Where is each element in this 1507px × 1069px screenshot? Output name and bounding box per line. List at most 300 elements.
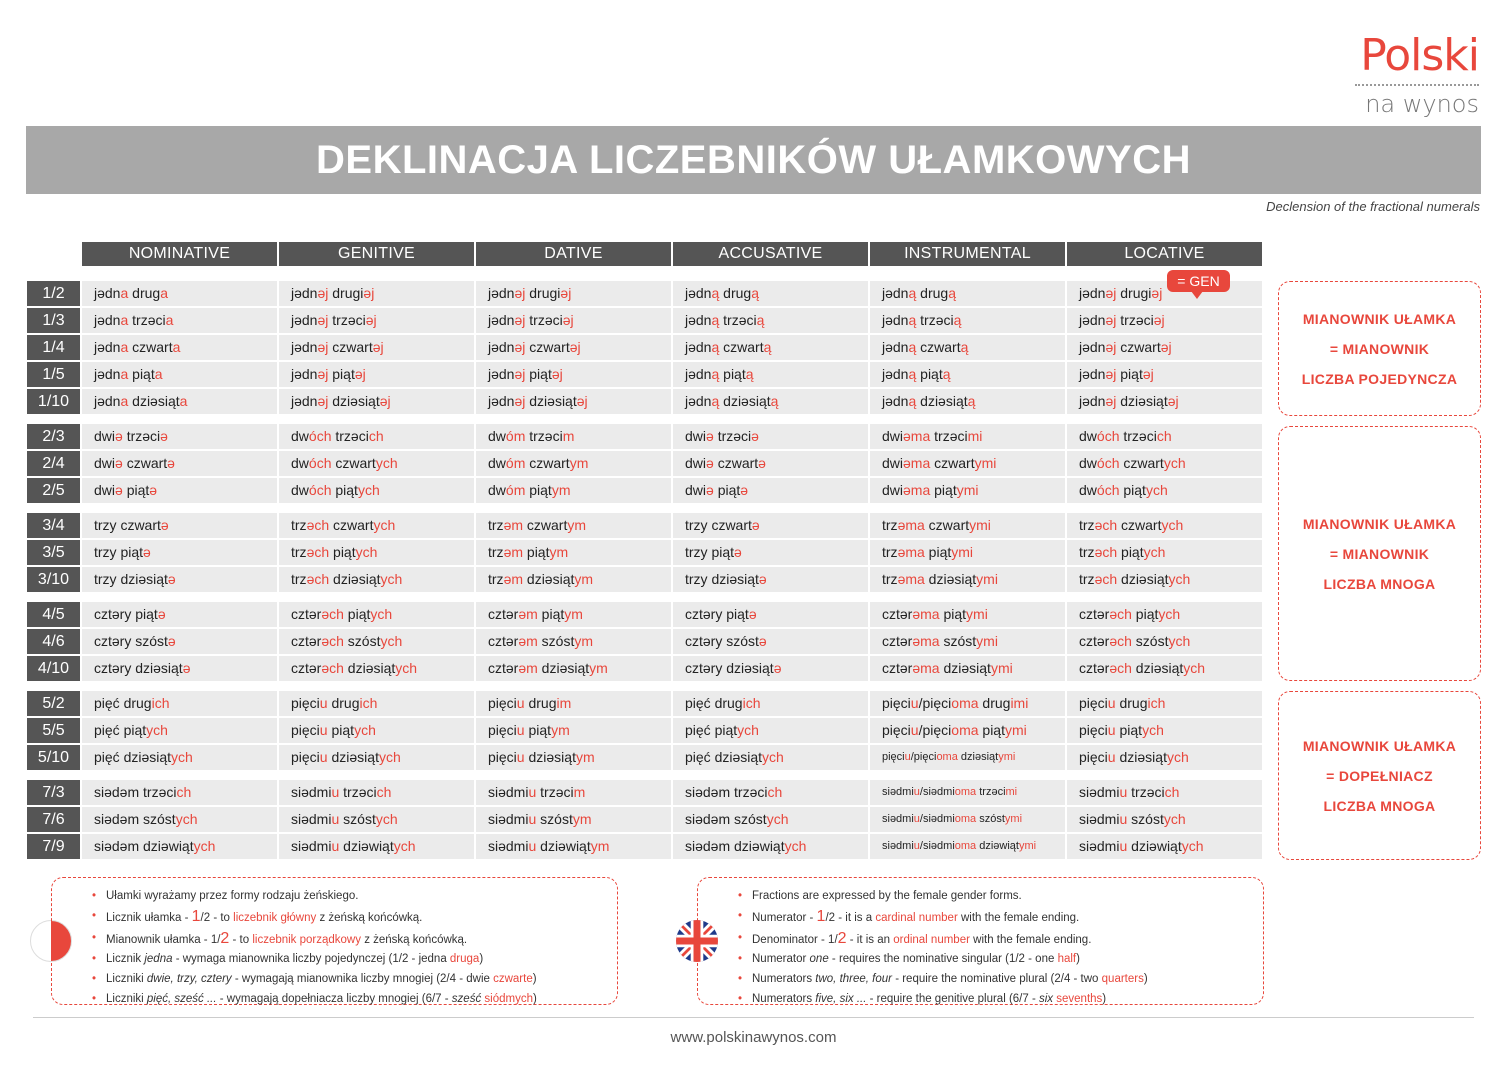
note-text: - wymagają dopełniacza liczby mnogiej (6/7 - xyxy=(216,992,452,1005)
word-stem: piąt xyxy=(924,544,952,560)
note-item xyxy=(736,887,1148,907)
word-stem: trz xyxy=(1079,544,1095,560)
fraction-label: 5/2 xyxy=(27,691,80,716)
ending-highlight: ch xyxy=(1164,784,1180,800)
note-item xyxy=(736,907,1148,929)
note-text: czwarte xyxy=(493,973,533,986)
ending-highlight: ą xyxy=(763,339,772,355)
ending-highlight: əma xyxy=(912,660,940,676)
word-stem: siədəm dziəwiąt xyxy=(94,838,194,854)
word-stem: czwart xyxy=(719,339,764,355)
ending-highlight: ą xyxy=(711,366,720,382)
ending-highlight: óm xyxy=(505,428,526,444)
word-stem: cztər xyxy=(291,606,322,622)
note-text: ) xyxy=(1102,992,1107,1005)
note-item xyxy=(90,950,537,970)
word-stem: drugi xyxy=(525,285,561,301)
word-stem: piąt xyxy=(524,722,552,738)
note-item xyxy=(736,929,1148,951)
ending-highlight: u xyxy=(319,695,328,711)
table-cell xyxy=(82,807,277,832)
word-stem: jədn xyxy=(94,285,121,301)
ending-highlight: ə xyxy=(115,455,123,471)
table-row xyxy=(27,280,1264,307)
table-cell xyxy=(870,308,1065,333)
word-stem: cztəry dziəsiąt xyxy=(685,660,774,676)
ending-highlight: ymi xyxy=(966,606,988,622)
ending-highlight: əch xyxy=(321,660,344,676)
word-stem: szóst xyxy=(537,633,575,649)
table-cell xyxy=(870,629,1065,654)
note-text: /2 - to xyxy=(200,911,234,924)
ending-highlight: əj xyxy=(1151,285,1163,301)
word-stem: /pięci xyxy=(918,695,952,711)
gen-bubble: = GEN xyxy=(1167,270,1230,292)
ending-highlight: ə xyxy=(740,482,749,498)
word-stem: dwi xyxy=(685,455,707,471)
side-box-line: = MIANOWNIK xyxy=(1329,545,1430,562)
note-text: five, six ... xyxy=(815,992,867,1005)
table-cell xyxy=(1067,567,1262,592)
table-cell xyxy=(1067,281,1262,306)
word-stem: dziəsiąt xyxy=(524,749,576,765)
table-row xyxy=(27,477,1264,504)
ending-highlight: əm xyxy=(503,571,524,587)
word-stem: jədn xyxy=(488,285,515,301)
word-stem: pięci xyxy=(291,722,320,738)
note-text: Ułamki wyrażamy przez formy rodzaju żeńskiego. xyxy=(106,890,359,902)
ending-highlight: ych xyxy=(1142,722,1164,738)
ending-highlight: ych xyxy=(171,749,193,765)
ending-highlight: əch xyxy=(321,633,344,649)
ending-highlight: ə xyxy=(157,606,166,622)
word-stem: dw xyxy=(291,482,309,498)
word-stem: dwi xyxy=(94,428,116,444)
ending-highlight: ych xyxy=(355,544,378,560)
ending-highlight: ch xyxy=(368,428,384,444)
ending-highlight: m xyxy=(562,428,575,444)
ending-highlight: ə xyxy=(758,571,767,587)
ending-highlight: ych xyxy=(762,749,784,765)
ending-highlight: ych xyxy=(737,722,759,738)
ending-highlight: ych xyxy=(1163,811,1186,827)
word-stem: dziəsiąt xyxy=(525,393,577,409)
word-stem: cztəry dziəsiąt xyxy=(94,660,183,676)
ending-highlight: ə xyxy=(706,482,714,498)
ending-highlight: ə xyxy=(751,517,760,533)
side-box-line: LICZBA POJEDYNCZA xyxy=(1301,370,1458,387)
ending-highlight: ə xyxy=(167,455,175,471)
ending-highlight: u xyxy=(1119,838,1128,854)
note-text: siódmych xyxy=(484,992,533,1005)
word-stem: pięć drug xyxy=(94,695,152,711)
fraction-label: 3/5 xyxy=(27,540,80,565)
ending-highlight: a xyxy=(160,285,168,301)
logo-brand: Polski xyxy=(1360,30,1479,81)
word-stem: pięci xyxy=(291,749,320,765)
column-header: ACCUSATIVE xyxy=(673,242,868,266)
ending-highlight: a xyxy=(120,285,129,301)
word-stem: piąt xyxy=(1117,544,1144,560)
ending-highlight: ą xyxy=(948,285,956,301)
table-cell xyxy=(1067,513,1262,538)
word-stem: trzəci xyxy=(1119,428,1157,444)
table-cell xyxy=(476,335,671,360)
word-stem: trzəci xyxy=(916,312,954,328)
ending-highlight: u xyxy=(913,813,920,825)
table-cell xyxy=(870,335,1065,360)
word-stem: dw xyxy=(291,428,309,444)
word-stem: dw xyxy=(1079,482,1097,498)
ending-highlight: óch xyxy=(308,455,332,471)
ending-highlight: ymi xyxy=(1004,722,1027,738)
table-cell xyxy=(476,691,671,716)
note-text: pięć, sześć ... xyxy=(146,992,217,1005)
note-text: with the female ending. xyxy=(969,933,1092,946)
table-cell xyxy=(279,281,474,306)
ending-highlight: óm xyxy=(505,455,526,471)
word-stem: jədn xyxy=(488,366,515,382)
table-cell xyxy=(673,389,868,414)
table-cell xyxy=(870,718,1065,743)
ending-highlight: əj xyxy=(576,393,588,409)
word-stem: jədn xyxy=(1079,366,1106,382)
table-row xyxy=(27,833,1264,860)
table-cell xyxy=(82,451,277,476)
ending-highlight: ą xyxy=(942,366,951,382)
ending-highlight: u xyxy=(1119,784,1128,800)
ending-highlight: u xyxy=(910,722,919,738)
word-stem: jədn xyxy=(94,393,121,409)
ending-highlight: ą xyxy=(908,339,917,355)
ending-highlight: ymi xyxy=(1004,813,1023,825)
ending-highlight: u xyxy=(1107,695,1116,711)
word-stem: pięć piąt xyxy=(94,722,147,738)
word-stem: jədn xyxy=(1079,312,1106,328)
word-stem: jədn xyxy=(1079,339,1106,355)
ending-highlight: əma xyxy=(897,571,925,587)
ending-highlight: ą xyxy=(908,366,917,382)
ending-highlight: ych xyxy=(1181,838,1204,854)
table-cell xyxy=(673,780,868,805)
table-cell xyxy=(870,807,1065,832)
ending-highlight: əch xyxy=(1109,660,1132,676)
table-cell xyxy=(673,834,868,859)
ending-highlight: u xyxy=(913,840,920,852)
word-stem: trzəci xyxy=(713,428,752,444)
word-stem: jədn xyxy=(291,312,318,328)
ending-highlight: ych xyxy=(1166,749,1189,765)
ending-highlight: əj xyxy=(363,285,375,301)
ending-highlight: u xyxy=(319,722,328,738)
word-stem: cztər xyxy=(1079,660,1110,676)
word-stem: jədn xyxy=(685,285,712,301)
table-cell xyxy=(82,281,277,306)
word-stem: jədn xyxy=(685,393,712,409)
table-cell xyxy=(673,540,868,565)
fraction-label: 2/4 xyxy=(27,451,80,476)
table-cell xyxy=(279,335,474,360)
word-stem: siədmi xyxy=(291,838,332,854)
word-stem: trzəci xyxy=(1127,784,1165,800)
ending-highlight: əj xyxy=(514,312,526,328)
word-stem: drugi xyxy=(1116,285,1152,301)
table-cell xyxy=(870,478,1065,503)
word-stem: dziəwiąt xyxy=(976,840,1019,852)
ending-highlight: a xyxy=(120,393,129,409)
table-cell xyxy=(1067,335,1262,360)
fraction-label: 7/3 xyxy=(27,780,80,805)
word-stem: czwart xyxy=(916,339,961,355)
word-stem: piąt xyxy=(525,482,552,498)
ending-highlight: əm xyxy=(503,517,524,533)
table-cell xyxy=(673,362,868,387)
table-cell xyxy=(279,513,474,538)
note-item xyxy=(90,887,537,907)
word-stem: trz xyxy=(291,571,307,587)
note-text: Numerator - xyxy=(752,911,817,924)
note-text: Denominator - 1/ xyxy=(752,933,838,946)
ending-highlight: əj xyxy=(514,393,526,409)
ending-highlight: u xyxy=(319,749,328,765)
ending-highlight: u xyxy=(331,838,340,854)
word-stem: szóst xyxy=(343,633,381,649)
table-row xyxy=(27,388,1264,415)
table-row xyxy=(27,717,1264,744)
ending-highlight: ą xyxy=(711,393,720,409)
table-cell xyxy=(476,780,671,805)
ending-highlight: əch xyxy=(1109,633,1132,649)
ending-highlight: u xyxy=(1119,811,1128,827)
ending-highlight: ə xyxy=(734,544,742,560)
table-cell xyxy=(476,745,671,770)
word-stem: pięci xyxy=(488,695,517,711)
word-stem: jədn xyxy=(1079,393,1106,409)
word-stem: pięci xyxy=(488,722,517,738)
table-cell xyxy=(82,513,277,538)
note-text: - wymagają mianownika liczby mnogiej (2/4 - dwie xyxy=(231,973,494,986)
word-stem: siədmi xyxy=(291,811,332,827)
ending-highlight: ą xyxy=(908,312,917,328)
word-stem: pięci xyxy=(1079,695,1108,711)
word-stem: dziəsiąt xyxy=(719,393,771,409)
ending-highlight: ymi xyxy=(974,455,997,471)
word-stem: szóst xyxy=(339,811,376,827)
ending-highlight: oma xyxy=(954,840,977,852)
ending-highlight: ą xyxy=(711,285,720,301)
word-stem: dwi xyxy=(94,455,116,471)
table-cell xyxy=(673,718,868,743)
ending-highlight: ych xyxy=(1158,606,1181,622)
ending-highlight: ymi xyxy=(976,633,998,649)
ending-highlight: óch xyxy=(1096,428,1120,444)
table-cell xyxy=(279,389,474,414)
ending-highlight: óm xyxy=(505,482,526,498)
side-box-line: MIANOWNIK UŁAMKA xyxy=(1302,737,1457,754)
note-text: one xyxy=(809,953,829,966)
page-subtitle: Declension of the fractional numerals xyxy=(1266,199,1480,214)
notes-polish xyxy=(51,877,618,1005)
word-stem: jədn xyxy=(94,312,121,328)
ending-highlight: əch xyxy=(1109,606,1132,622)
word-stem: jədn xyxy=(291,285,318,301)
word-stem: trz xyxy=(1079,517,1095,533)
ending-highlight: əj xyxy=(317,312,329,328)
table-cell xyxy=(476,478,671,503)
table-cell xyxy=(279,718,474,743)
ending-highlight: ych xyxy=(146,722,168,738)
note-text: - requires the nominative singular (1/2 - one xyxy=(828,953,1058,966)
table-cell xyxy=(279,362,474,387)
ending-highlight: əch xyxy=(306,571,330,587)
table-cell xyxy=(870,389,1065,414)
note-item xyxy=(736,950,1148,970)
table-cell xyxy=(673,513,868,538)
ending-highlight: əch xyxy=(306,517,330,533)
ending-highlight: óch xyxy=(1096,482,1120,498)
footer-divider xyxy=(33,1017,1474,1018)
fraction-label: 3/4 xyxy=(27,513,80,538)
word-stem: siədmi xyxy=(882,840,914,852)
ending-highlight: ych xyxy=(380,571,403,587)
word-stem: piąt xyxy=(122,482,150,498)
word-stem: pięć dziəsiąt xyxy=(685,749,763,765)
table-cell xyxy=(82,745,277,770)
fraction-label: 4/10 xyxy=(27,656,80,681)
fraction-label: 1/10 xyxy=(27,389,80,414)
ending-highlight: a xyxy=(165,312,174,328)
ending-highlight: ymi xyxy=(998,751,1016,763)
table-cell xyxy=(476,567,671,592)
word-stem: drug xyxy=(719,285,752,301)
word-stem: cztəry piąt xyxy=(94,606,158,622)
word-stem: piąt xyxy=(978,722,1005,738)
ending-highlight: ich xyxy=(151,695,170,711)
ending-highlight: əj xyxy=(317,285,329,301)
word-stem: dziəsiąt xyxy=(939,660,991,676)
table-cell xyxy=(870,745,1065,770)
word-stem: jədn xyxy=(291,339,318,355)
table-row xyxy=(27,307,1264,334)
table-cell xyxy=(82,389,277,414)
table-cell xyxy=(673,567,868,592)
ending-highlight: oma xyxy=(951,695,979,711)
row-group xyxy=(27,779,1264,860)
table-cell xyxy=(1067,389,1262,414)
ending-highlight: əm xyxy=(503,544,524,560)
note-text: - wymaga mianownika liczby pojedynczej (1/2 - jedna xyxy=(172,953,450,966)
table-cell xyxy=(476,424,671,449)
word-stem: szóst xyxy=(939,633,977,649)
table-cell xyxy=(1067,745,1262,770)
side-box-line: = MIANOWNIK xyxy=(1329,340,1430,357)
word-stem: piąt xyxy=(523,544,550,560)
ending-highlight: u xyxy=(528,811,537,827)
ending-highlight: ymi xyxy=(990,660,1013,676)
fraction-label: 1/4 xyxy=(27,335,80,360)
table-cell xyxy=(673,281,868,306)
table-cell xyxy=(870,567,1065,592)
ending-highlight: əch xyxy=(1094,544,1118,560)
table-header xyxy=(82,242,1264,266)
note-text: ) xyxy=(532,973,537,986)
table-cell xyxy=(1067,629,1262,654)
fraction-label: 3/10 xyxy=(27,567,80,592)
word-stem: trzy piąt xyxy=(685,544,735,560)
table-cell xyxy=(279,424,474,449)
ending-highlight: əma xyxy=(897,544,925,560)
note-text: Numerators xyxy=(752,992,816,1005)
word-stem: dziəsiąt xyxy=(523,571,575,587)
ending-highlight: ych xyxy=(1183,660,1206,676)
word-stem: trzy czwart xyxy=(685,517,752,533)
ending-highlight: əj xyxy=(1105,393,1117,409)
word-stem: dziəwiąt xyxy=(536,838,591,854)
ending-highlight: ą xyxy=(770,393,779,409)
side-box-line: = DOPEŁNIACZ xyxy=(1326,767,1433,784)
note-text: sevenths xyxy=(1056,992,1103,1005)
word-stem: dziəsiąt xyxy=(343,660,396,676)
page-title: DEKLINACJA LICZEBNIKÓW UŁAMKOWYCH xyxy=(316,137,1191,182)
note-text: Licznik xyxy=(106,953,145,966)
word-stem: piąt xyxy=(525,366,552,382)
ending-highlight: u xyxy=(913,786,920,798)
word-stem: /siədmi xyxy=(919,786,955,798)
word-stem: jədn xyxy=(94,339,121,355)
ending-highlight: u xyxy=(528,784,537,800)
fraction-label: 7/6 xyxy=(27,807,80,832)
word-stem: dziəsiąt xyxy=(1115,749,1167,765)
table-cell xyxy=(870,540,1065,565)
word-stem: pięć dziəsiąt xyxy=(94,749,172,765)
word-stem: drug xyxy=(978,695,1011,711)
ending-highlight: ą xyxy=(953,312,962,328)
ending-highlight: im xyxy=(556,695,572,711)
table-cell xyxy=(279,478,474,503)
note-text: Numerator xyxy=(752,953,810,966)
word-stem: dw xyxy=(291,455,309,471)
ending-highlight: əj xyxy=(365,312,377,328)
table-cell xyxy=(870,780,1065,805)
table-cell xyxy=(476,389,671,414)
ending-highlight: əj xyxy=(514,339,526,355)
table-cell xyxy=(673,308,868,333)
note-text: Fractions are expressed by the female gender forms. xyxy=(752,890,1022,902)
note-text: - it is an xyxy=(846,933,894,946)
word-stem: piąt xyxy=(343,606,371,622)
table-cell xyxy=(1067,807,1262,832)
ending-highlight: əm xyxy=(518,633,538,649)
table-row xyxy=(27,361,1264,388)
side-box-singular xyxy=(1278,281,1481,416)
table-row xyxy=(27,690,1264,717)
ending-highlight: əj xyxy=(1142,366,1154,382)
word-stem: piąt xyxy=(128,366,155,382)
table-row xyxy=(27,423,1264,450)
ending-highlight: oma xyxy=(936,751,958,763)
word-stem: jədn xyxy=(291,393,318,409)
table-row xyxy=(27,744,1264,771)
word-stem: dw xyxy=(1079,455,1097,471)
ending-highlight: ych xyxy=(375,455,398,471)
ending-highlight: əj xyxy=(354,366,366,382)
table-cell xyxy=(279,745,474,770)
word-stem: pięci xyxy=(488,749,517,765)
word-stem: cztər xyxy=(488,660,519,676)
word-stem: dziəwiąt xyxy=(339,838,394,854)
table-cell xyxy=(82,308,277,333)
word-stem: czwart xyxy=(924,517,970,533)
